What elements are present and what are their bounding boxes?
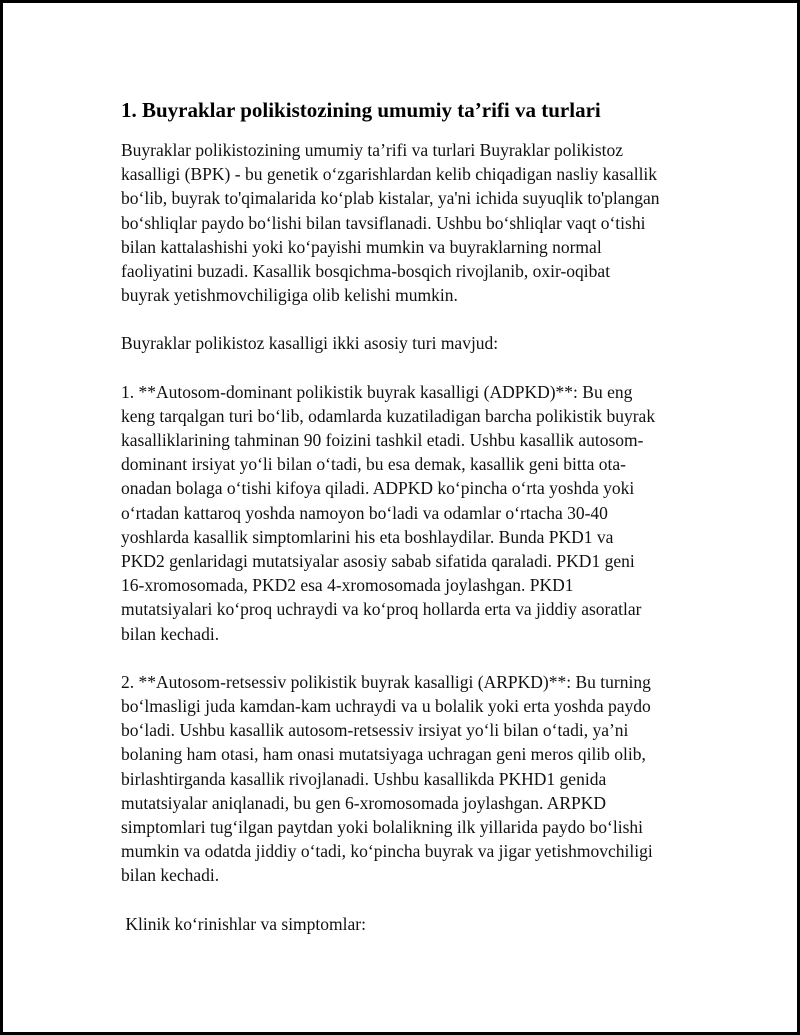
subheading-clinical: Klinik ko‘rinishlar va simptomlar: (121, 913, 366, 934)
document-body (121, 96, 701, 936)
paragraph-arpkd: 2. **Autosom-retsessiv polikistik buyrak kasalligi (ARPKD)**: Bu turning bo‘lmasligi juda kamdan-kam uchraydi va u bolalik yoki erta yoshda paydo bo‘ladi. Ushbu kasallik autosom-retsessiv irsiyat yo‘li bilan o‘tadi, ya’ni bolaning ham otasi, ham onasi mutatsiyaga uchragan geni meros qilib olib, birlashtirganda kasallik rivojlanadi. Ushbu kasallikda PKHD1 genida mutatsiyalar aniqlanadi, bu gen 6-xromosomada joylashgan. ARPKD simptomlari tug‘ilgan paytdan yoki bolalikning ilk yillarida paydo bo‘lishi mumkin va odatda jiddiy o‘tadi, ko‘pincha buyrak va jigar yetishmovchiligi bilan kechadi. (121, 671, 653, 886)
paragraph-definition: Buyraklar polikistozining umumiy ta’rifi va turlari Buyraklar polikistoz kasalligi (BPK) - bu genetik o‘zgarishlardan kelib chiqadigan nasliy kasallik bo‘lib, buyrak to'qimalarida ko‘plab kistalar, ya'ni ichida suyuqlik to'plangan bo‘shliqlar paydo bo‘lishi bilan tavsiflanadi. Ushbu bo‘shliqlar vaqt o‘tishi bilan kattalashishi yoki ko‘payishi mumkin va buyraklarning normal faoliyatini buzadi. Kasallik bosqichma-bosqich rivojlanib, oxir-oqibat buyrak yetishmovchiligiga olib kelishi mumkin. (121, 140, 660, 306)
paragraph-adpkd: 1. **Autosom-dominant polikistik buyrak kasalligi (ADPKD)**: Bu eng keng tarqalgan turi bo‘lib, odamlarda kuzatiladigan barcha polikistik buyrak kasalliklarining tahminan 90 foizini tashkil etadi. Ushbu kasallik autosom- dominant irsiyat yo‘li bilan o‘tadi, bu esa demak, kasallik geni bitta ota- onadan bolaga o‘tishi kifoya qiladi. ADPKD ko‘pincha o‘rta yoshda yoki o‘rtadan kattaroq yoshda namoyon bo‘ladi va odamlar o‘rtacha 30-40 yoshlarda kasallik simptomlarini his eta boshlaydilar. Bunda PKD1 va PKD2 genlaridagi mutatsiyalar asosiy sabab sifatida qaraladi. PKD1 geni 16-xromosomada, PKD2 esa 4-xromosomada joylashgan. PKD1 mutatsiyalari ko‘proq uchraydi va ko‘proq hollarda erta va jiddiy asoratlar bilan kechadi. (121, 381, 656, 644)
paragraph-types-intro: Buyraklar polikistoz kasalligi ikki asosiy turi mavjud: (121, 333, 499, 354)
section-heading: 1. Buyraklar polikistozining umumiy ta’rifi va turlari (121, 98, 601, 122)
